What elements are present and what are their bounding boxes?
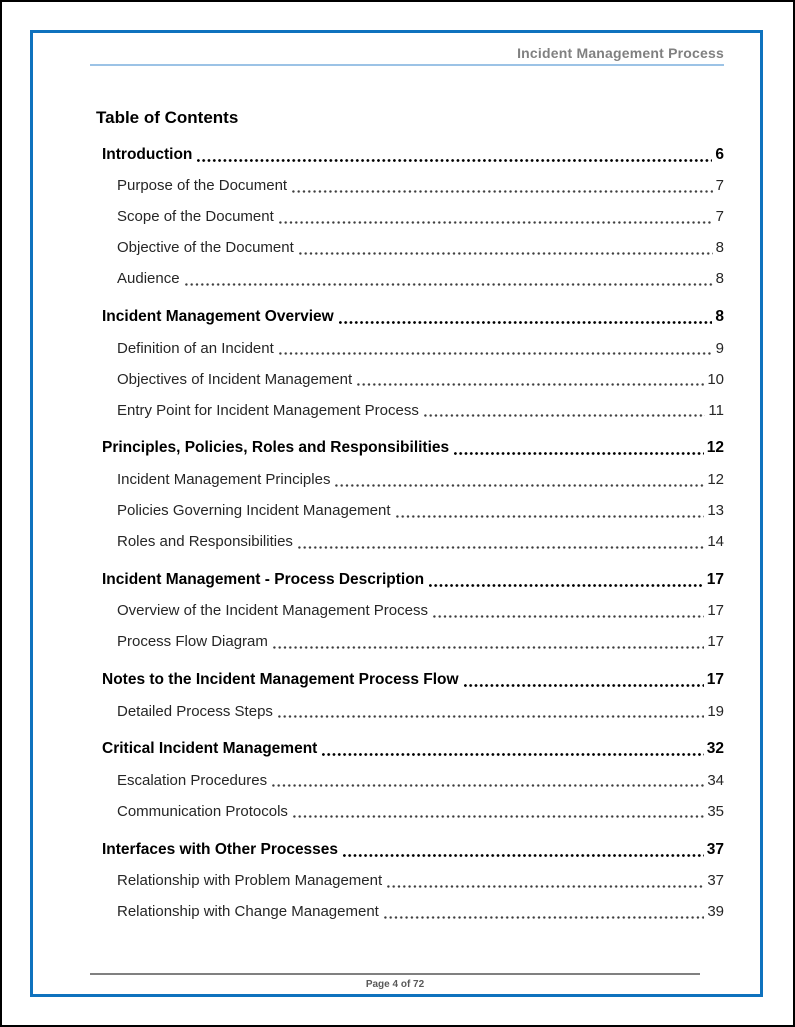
dot-leader	[279, 352, 713, 355]
dot-leader	[339, 321, 713, 324]
toc-entry	[90, 433, 724, 464]
toc-entry-page: 8	[715, 270, 724, 288]
toc-entry-page: 12	[707, 470, 724, 488]
toc-entry-label: Relationship with Problem Management	[117, 872, 383, 890]
toc-entry-page: 8	[715, 239, 724, 257]
dot-leader	[278, 715, 704, 718]
footer-page-number: Page 4 of 72	[365, 979, 425, 990]
toc-entry-label: Roles and Responsibilities	[117, 533, 293, 551]
toc-entry-page: 14	[707, 533, 724, 551]
toc-entry-label: Overview of the Incident Management Process	[117, 602, 428, 620]
toc-entry-label: Detailed Process Steps	[117, 702, 273, 720]
toc-entry-page: 6	[715, 145, 724, 163]
toc-entry-page: 9	[715, 339, 724, 357]
toc-entry-label: Incident Management Overview	[102, 308, 334, 326]
toc-entry	[90, 301, 724, 332]
toc-entry	[90, 834, 724, 865]
toc-entry-label: Critical Incident Management	[102, 740, 318, 758]
dot-leader	[298, 546, 704, 549]
toc-entry-page: 37	[706, 840, 724, 858]
toc-entry-page: 39	[707, 903, 724, 921]
toc-entry-label: Incident Management - Process Description	[102, 570, 425, 588]
header-title: Incident Management Process	[517, 45, 724, 61]
toc-entry-label: Definition of an Incident	[117, 339, 274, 357]
toc-entry-label: Scope of the Document	[117, 208, 274, 226]
dot-leader	[293, 815, 704, 818]
toc-entry	[90, 564, 724, 595]
toc-entry-label: Objective of the Document	[117, 239, 294, 257]
toc-entry	[90, 734, 724, 765]
dot-leader	[396, 515, 705, 518]
toc-entry-label: Notes to the Incident Management Process Flow	[102, 671, 459, 689]
toc-entry-page: 17	[707, 602, 724, 620]
toc-entry-label: Audience	[117, 270, 180, 288]
toc-entry-label: Principles, Policies, Roles and Responsibilities	[102, 439, 450, 457]
toc-entry-page: 7	[715, 177, 724, 195]
toc-heading: Table of Contents	[96, 108, 239, 127]
toc-entry	[90, 364, 724, 395]
toc-entry-page: 13	[707, 502, 724, 520]
toc-entry-page: 10	[707, 370, 724, 388]
toc-entry-label: Entry Point for Incident Management Process	[117, 401, 419, 419]
toc-entry	[90, 896, 724, 927]
dot-leader	[335, 484, 704, 487]
page-footer	[90, 973, 700, 990]
toc-entry-page: 11	[708, 401, 724, 419]
toc-entry-label: Communication Protocols	[117, 802, 288, 820]
dot-leader	[299, 252, 713, 255]
toc-entry-page: 34	[707, 771, 724, 789]
dot-leader	[429, 584, 704, 587]
dot-leader	[357, 383, 704, 386]
toc-entry-page: 7	[715, 208, 724, 226]
toc-entry-page: 8	[715, 308, 724, 326]
toc-entry-page: 12	[706, 439, 724, 457]
toc-entry	[90, 170, 724, 201]
toc-entry	[90, 865, 724, 896]
dot-leader	[272, 784, 704, 787]
toc-entry-page: 35	[707, 802, 724, 820]
toc-entry	[90, 464, 724, 495]
toc-entry	[90, 395, 724, 426]
header-underline	[90, 64, 724, 66]
dot-leader	[433, 615, 704, 618]
toc-entry	[90, 796, 724, 827]
toc-entry-label: Process Flow Diagram	[117, 633, 268, 651]
dot-leader	[322, 753, 703, 756]
toc-entry	[90, 495, 724, 526]
toc-entry	[90, 139, 724, 170]
toc-entry-label: Policies Governing Incident Management	[117, 502, 391, 520]
toc-entry-label: Purpose of the Document	[117, 177, 288, 195]
toc-entry	[90, 232, 724, 263]
dot-leader	[279, 221, 713, 224]
dot-leader	[424, 414, 706, 417]
dot-leader	[387, 885, 704, 888]
toc-entry-page: 17	[706, 570, 724, 588]
toc-list	[90, 139, 724, 927]
toc-entry-label: Escalation Procedures	[117, 771, 268, 789]
dot-leader	[454, 452, 704, 455]
dot-leader	[185, 283, 713, 286]
toc-entry-label: Introduction	[102, 145, 193, 163]
toc-entry-label: Interfaces with Other Processes	[102, 840, 339, 858]
dot-leader	[292, 190, 713, 193]
toc-entry-page: 37	[707, 872, 724, 890]
toc-entry	[90, 526, 724, 557]
toc-entry	[90, 696, 724, 727]
toc-entry	[90, 263, 724, 294]
toc-entry	[90, 201, 724, 232]
dot-leader	[384, 916, 704, 919]
toc-entry-label: Relationship with Change Management	[117, 903, 379, 921]
toc-entry	[90, 626, 724, 657]
toc-entry	[90, 765, 724, 796]
toc-entry-page: 32	[706, 740, 724, 758]
toc-entry-label: Incident Management Principles	[117, 470, 331, 488]
toc-entry	[90, 665, 724, 696]
toc-entry	[90, 333, 724, 364]
dot-leader	[464, 684, 704, 687]
dot-leader	[343, 854, 704, 857]
footer-line	[90, 973, 700, 975]
toc-entry	[90, 595, 724, 626]
dot-leader	[273, 646, 704, 649]
dot-leader	[197, 159, 712, 162]
toc-entry-label: Objectives of Incident Management	[117, 370, 353, 388]
toc-entry-page: 17	[707, 633, 724, 651]
toc-entry-page: 19	[707, 702, 724, 720]
toc-entry-page: 17	[706, 671, 724, 689]
